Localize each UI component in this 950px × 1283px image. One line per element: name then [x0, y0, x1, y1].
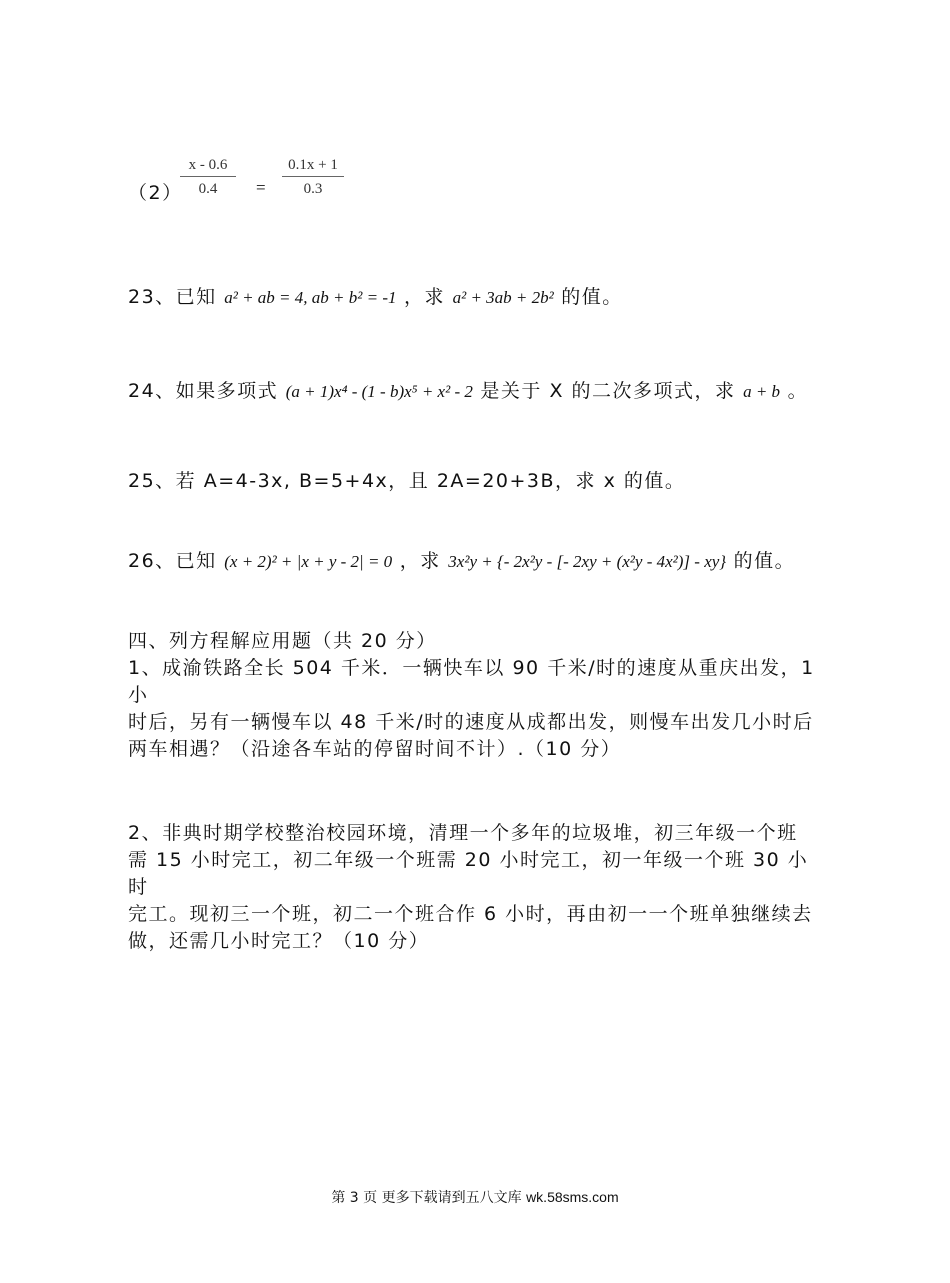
left-denominator: 0.4 [198, 181, 218, 197]
q23-target: a² + 3ab + 2b² [452, 288, 554, 307]
problem-1-line-3: 两车相遇？（沿途各车站的停留时间不计）.（10 分） [128, 738, 622, 760]
q23-formula: a² + ab = 4, ab + b² = -1 [224, 288, 397, 307]
problem-1-line-2: 时后，另有一辆慢车以 48 千米/时的速度从成都出发，则慢车出发几小时后 [128, 711, 814, 733]
q24-mid: 是关于 X 的二次多项式，求 [480, 380, 736, 402]
q24-target: a + b [743, 382, 781, 401]
q26-end: 的值。 [733, 550, 796, 572]
equals-sign: = [256, 178, 266, 197]
q26-number: 26、已知 [128, 550, 217, 572]
problem-2-line-3: 完工。现初三一个班，初二一个班合作 6 小时，再由初一一个班单独继续去 [128, 903, 813, 925]
page-footer [0, 1187, 950, 1207]
right-numerator: 0.1x + 1 [282, 157, 344, 177]
question-26 [128, 546, 795, 573]
problem-2-line-4: 做，还需几小时完工？（10 分） [128, 930, 430, 952]
question-24 [128, 376, 808, 403]
q26-target: 3x²y + {- 2x²y - [- 2xy + (x²y - 4x²)] - xy} [448, 552, 727, 571]
q24-formula: (a + 1)x⁴ - (1 - b)x⁵ + x² - 2 [285, 382, 473, 401]
q26-formula: (x + 2)² + |x + y - 2| = 0 [224, 552, 393, 571]
left-numerator: x - 0.6 [180, 157, 236, 177]
problem-2-line-2: 需 15 小时完工，初二年级一个班需 20 小时完工，初一年级一个班 30 小时 [128, 849, 809, 898]
problem-2-line-1: 2、非典时期学校整治校园环境，清理一个多年的垃圾堆，初三年级一个班 [128, 822, 798, 844]
question-23 [128, 282, 623, 309]
problem-1 [128, 655, 828, 763]
footer-text: 第 3 页 更多下载请到五八文库 [331, 1190, 522, 1206]
q23-number: 23、已知 [128, 286, 217, 308]
problem-1-line-1: 1、成渝铁路全长 504 千米．一辆快车以 90 千米/时的速度从重庆出发，1 小 [128, 657, 815, 706]
left-fraction [180, 157, 236, 198]
q24-end: 。 [787, 380, 809, 402]
q23-mid: ，求 [404, 286, 446, 308]
right-denominator: 0.3 [303, 181, 323, 197]
q26-mid: ，求 [399, 550, 441, 572]
q22-part2-label: （2） [128, 182, 183, 204]
problem-2 [128, 820, 828, 955]
section-4-title: 四、列方程解应用题（共 20 分） [128, 630, 437, 652]
right-fraction [282, 157, 344, 198]
q24-number: 24、如果多项式 [128, 380, 279, 402]
footer-url[interactable]: wk.58sms.com [526, 1189, 619, 1205]
question-25: 25、若 A=4-3x, B=5+4x，且 2A=20+3B，求 x 的值。 [128, 470, 686, 492]
q23-end: 的值。 [561, 286, 623, 308]
